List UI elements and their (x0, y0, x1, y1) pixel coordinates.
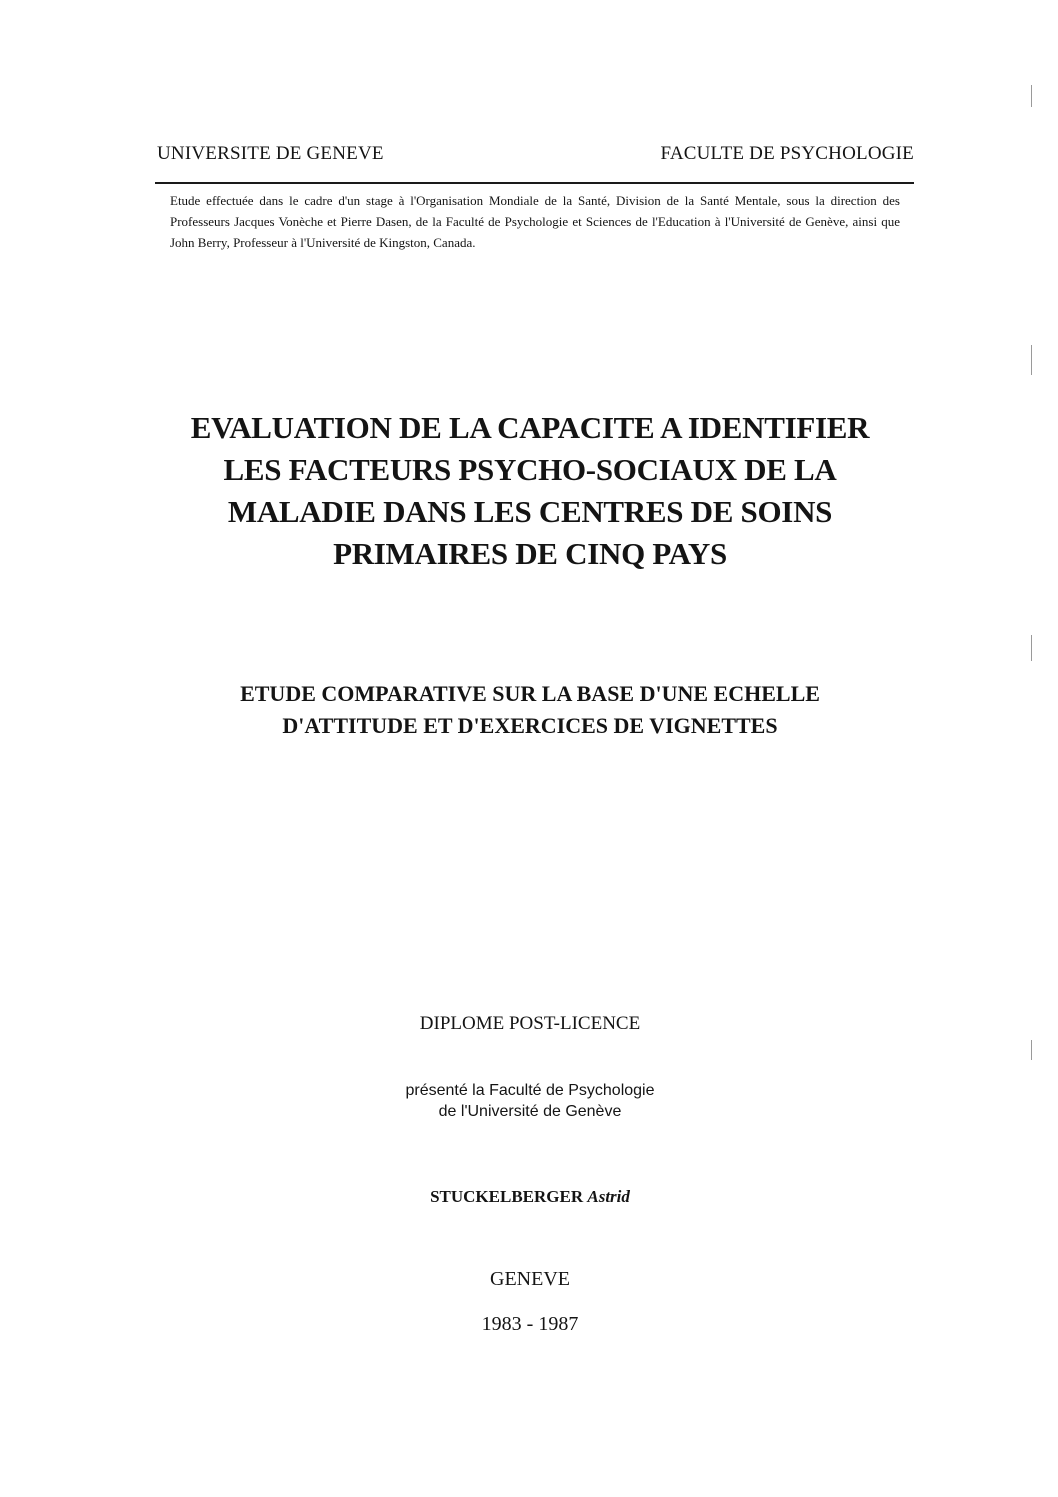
thesis-title-line: LES FACTEURS PSYCHO-SOCIAUX DE LA (223, 452, 837, 487)
author-given-name: Astrid (587, 1187, 630, 1206)
presented-to (330, 1080, 730, 1122)
presented-to-line: de l'Université de Genève (438, 1103, 622, 1120)
presented-to-line: présenté la Faculté de Psychologie (405, 1082, 655, 1099)
study-note: Etude effectuée dans le cadre d'un stage à l'Organisation Mondiale de la Santé, Division de la Santé Mentale, sous la direction des Professeurs Jacques Vonèche et Pierre Dasen, de la Faculté de Psychologie et Sciences de l'Education à l'Université de Genève, ainsi que John Berry, Professeur à l'Université de Kingston, Canada. (170, 193, 900, 250)
author-name (330, 1187, 730, 1207)
scan-artifact (1031, 1040, 1032, 1060)
thesis-title (120, 407, 940, 575)
scan-artifact (1031, 345, 1032, 375)
place: GENEVE (490, 1268, 570, 1290)
thesis-title-line: MALADIE DANS LES CENTRES DE SOINS (227, 494, 833, 529)
faculty-name: FACULTE DE PSYCHOLOGIE (660, 143, 914, 164)
years: 1983 - 1987 (481, 1313, 579, 1335)
thesis-subtitle (120, 678, 940, 742)
diploma-type: DIPLOME POST-LICENCE (419, 1013, 641, 1034)
university-name: UNIVERSITE DE GENEVE (157, 143, 384, 164)
thesis-title-line: EVALUATION DE LA CAPACITE A IDENTIFIER (190, 410, 870, 445)
author-surname: STUCKELBERGER (430, 1187, 584, 1206)
header-divider (155, 182, 914, 184)
thesis-title-line: PRIMAIRES DE CINQ PAYS (333, 536, 727, 571)
thesis-subtitle-line: ETUDE COMPARATIVE SUR LA BASE D'UNE ECHELLE (240, 681, 820, 706)
scan-artifact (1031, 635, 1032, 661)
scan-artifact (1031, 85, 1032, 107)
thesis-subtitle-line: D'ATTITUDE ET D'EXERCICES DE VIGNETTES (282, 713, 778, 738)
